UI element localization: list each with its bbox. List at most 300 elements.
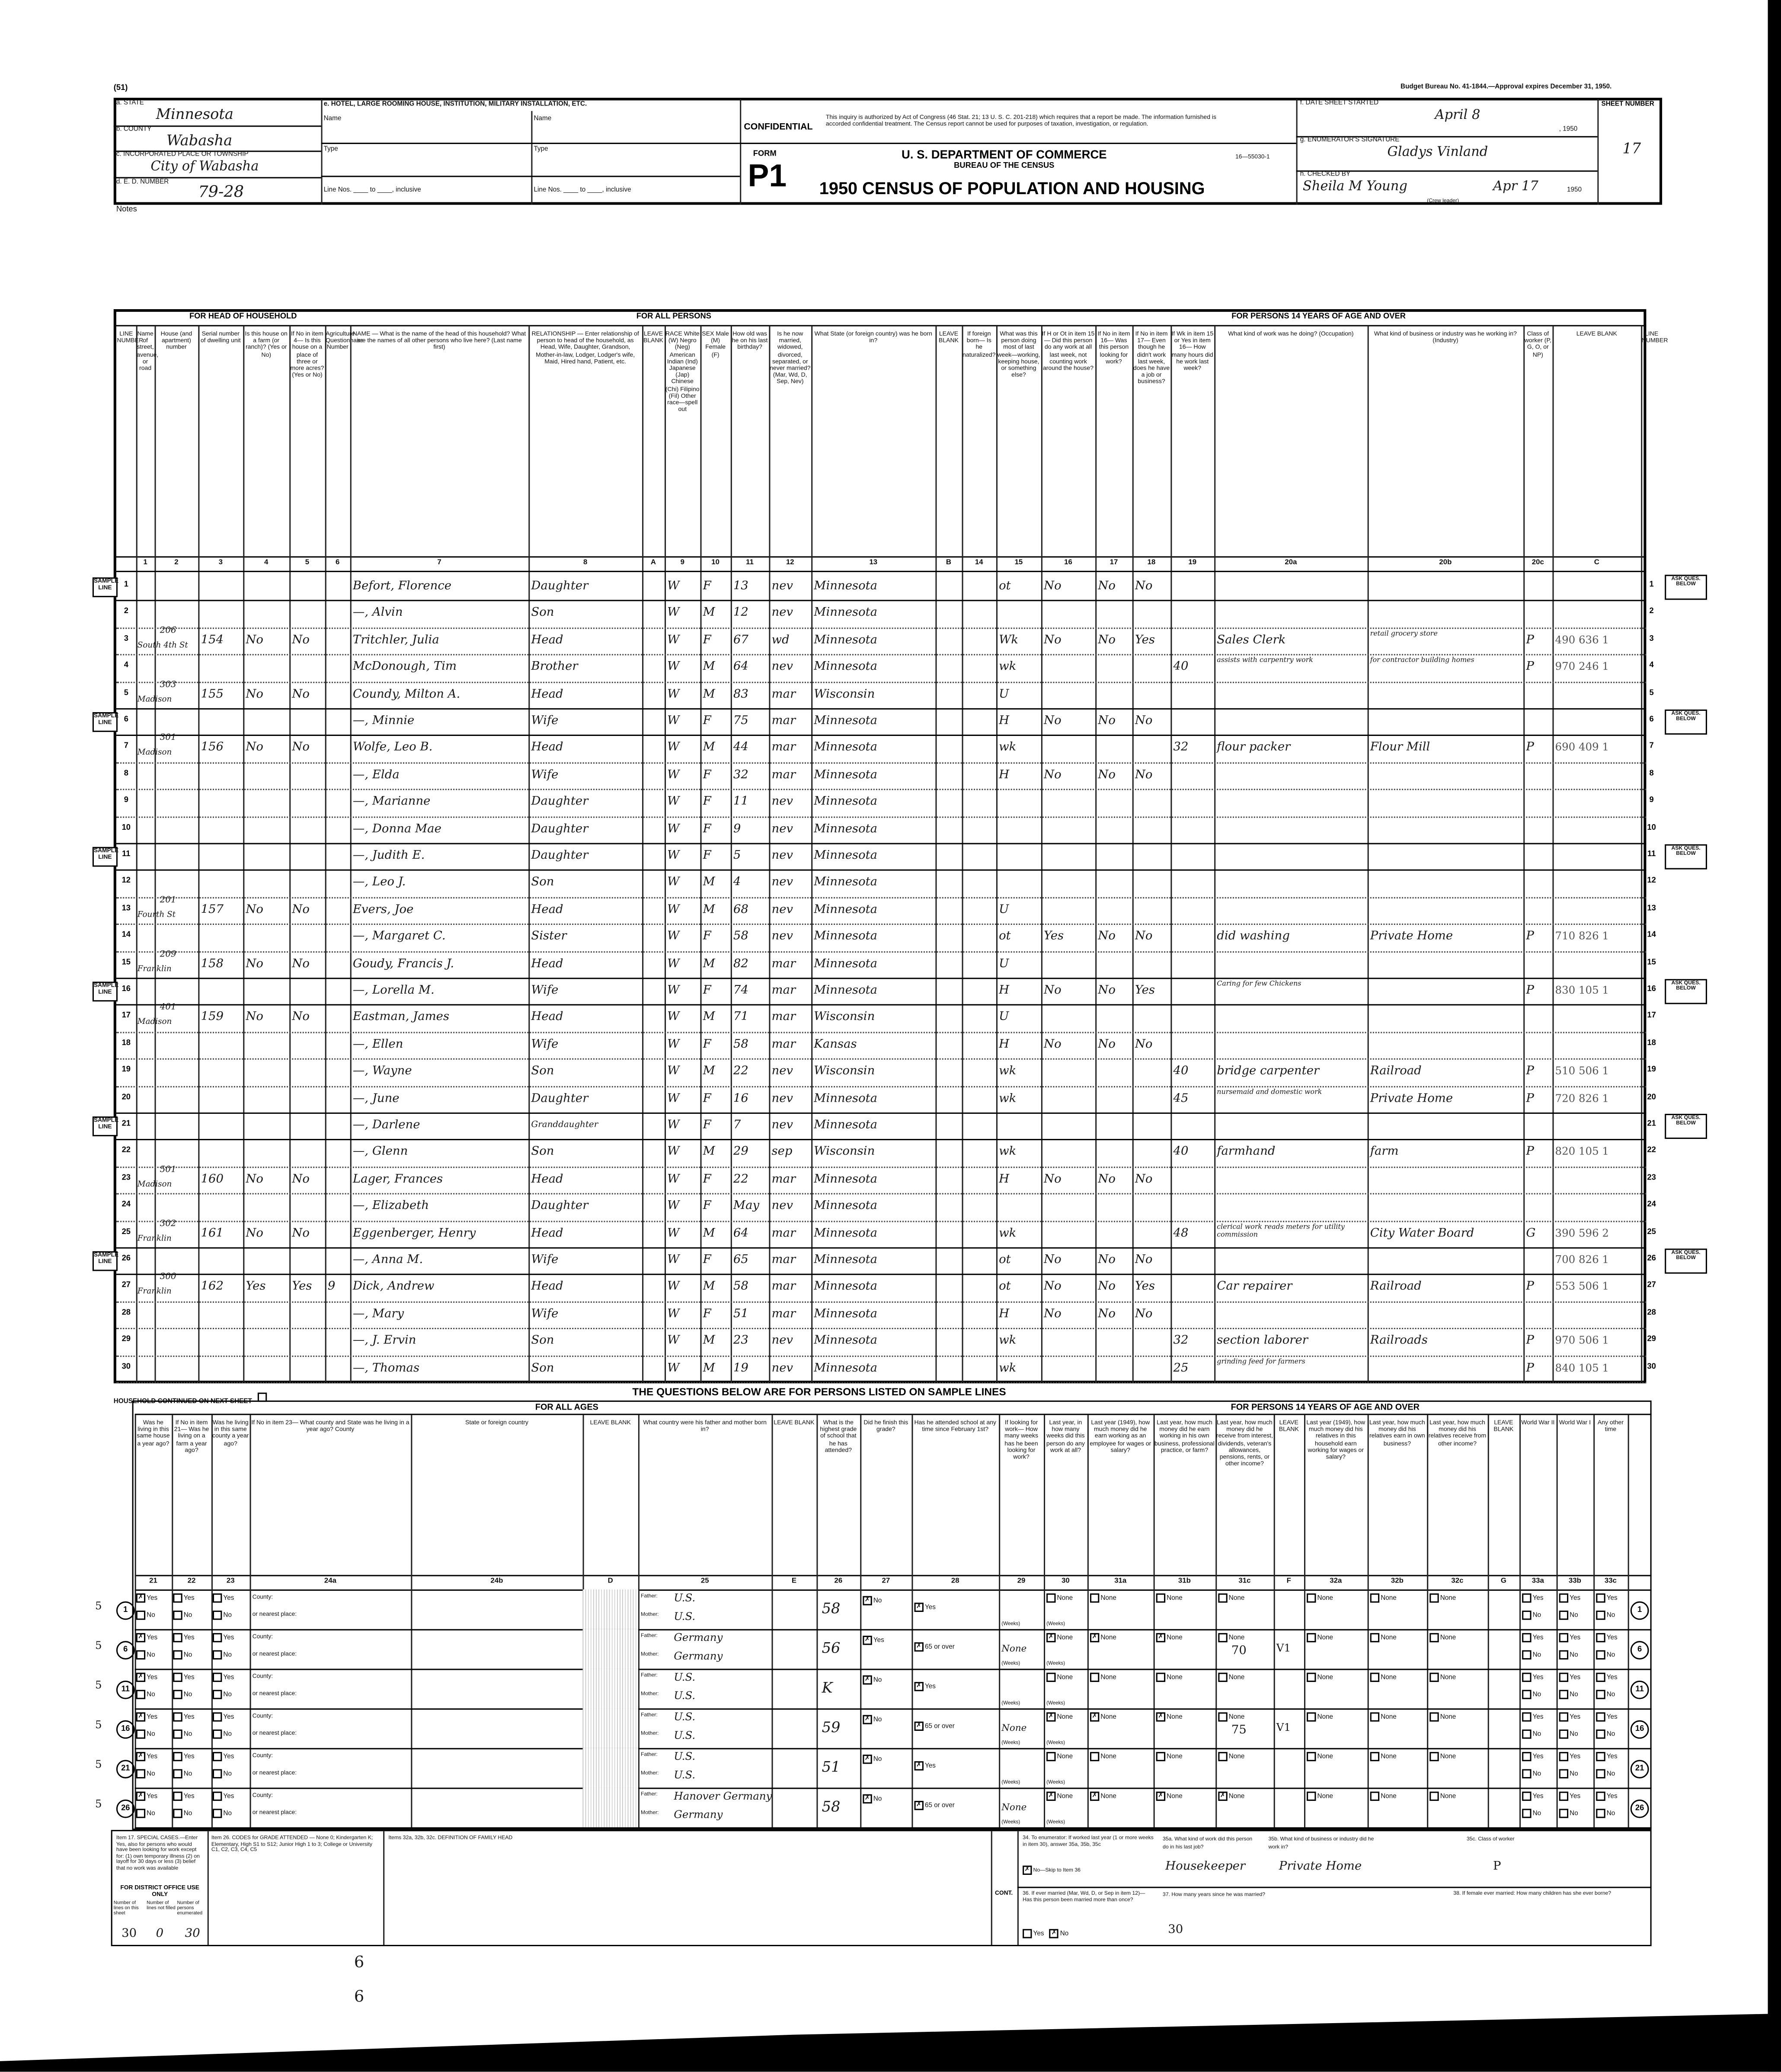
q21-yes[interactable] xyxy=(136,1593,157,1603)
q33-no-checkbox[interactable] xyxy=(1596,1769,1605,1778)
c31b-none-checkbox[interactable] xyxy=(1156,1593,1165,1602)
q32-none[interactable] xyxy=(1429,1792,1456,1802)
line-number: 13 xyxy=(122,905,131,913)
q32-none[interactable] xyxy=(1307,1673,1333,1683)
q33-no[interactable] xyxy=(1522,1730,1541,1739)
table-row xyxy=(116,1086,1656,1113)
q33-yes-checkbox[interactable] xyxy=(1559,1792,1568,1801)
q22-yes[interactable] xyxy=(173,1593,194,1603)
q21-no-checkbox[interactable] xyxy=(136,1769,145,1778)
q22-no[interactable] xyxy=(173,1730,192,1739)
q22-yes[interactable] xyxy=(173,1673,194,1683)
q33-yes[interactable] xyxy=(1559,1593,1580,1603)
c31b-none[interactable] xyxy=(1156,1673,1183,1683)
q28-checkbox[interactable]: ✗ xyxy=(914,1642,924,1651)
cell-race: W xyxy=(667,903,680,917)
cell-sex: M xyxy=(703,742,715,755)
q33-yes[interactable] xyxy=(1559,1752,1580,1762)
q33-no[interactable] xyxy=(1522,1809,1541,1819)
q32-none[interactable] xyxy=(1307,1593,1333,1603)
q33-yes-checkbox[interactable] xyxy=(1596,1633,1605,1642)
q22-no[interactable] xyxy=(173,1690,192,1700)
q28-answer[interactable] xyxy=(914,1642,955,1652)
q23-yes[interactable] xyxy=(213,1712,234,1722)
q33-yes[interactable] xyxy=(1522,1752,1543,1762)
q28-checkbox[interactable]: ✗ xyxy=(914,1722,924,1731)
q23-no-checkbox[interactable] xyxy=(213,1809,222,1818)
q23-yes-checkbox[interactable] xyxy=(213,1712,222,1721)
q22-yes-checkbox[interactable] xyxy=(173,1633,182,1642)
q33-no-checkbox[interactable] xyxy=(1596,1730,1605,1739)
q28-checkbox[interactable]: ✗ xyxy=(914,1761,924,1770)
c31c-none-checkbox[interactable] xyxy=(1218,1752,1227,1761)
c31c-none[interactable] xyxy=(1218,1593,1244,1603)
q21-no[interactable] xyxy=(136,1650,155,1660)
q21-yes-checkbox[interactable]: ✗ xyxy=(136,1792,145,1801)
q22-no-label: No xyxy=(183,1612,192,1620)
table-row xyxy=(116,843,1656,870)
q33-yes[interactable] xyxy=(1559,1633,1580,1643)
c31c-none[interactable] xyxy=(1218,1752,1244,1762)
q33-no[interactable] xyxy=(1559,1730,1578,1739)
q23-yes-checkbox[interactable] xyxy=(213,1792,222,1801)
q23-yes-checkbox[interactable] xyxy=(213,1633,222,1642)
q32-none[interactable] xyxy=(1307,1712,1333,1722)
q23-no-checkbox[interactable] xyxy=(213,1730,222,1739)
q21-no-checkbox[interactable] xyxy=(136,1611,145,1620)
q32-none[interactable] xyxy=(1307,1792,1333,1802)
q27-answer[interactable] xyxy=(863,1676,882,1685)
q36-answer[interactable] xyxy=(1023,1929,1068,1939)
q33-no[interactable] xyxy=(1596,1690,1615,1700)
q22-yes-checkbox[interactable] xyxy=(173,1752,182,1761)
c30-none-checkbox[interactable] xyxy=(1046,1593,1055,1602)
c31a-none-checkbox[interactable] xyxy=(1090,1673,1099,1682)
q23-no[interactable] xyxy=(213,1730,232,1739)
q33-yes-checkbox[interactable] xyxy=(1559,1673,1568,1682)
q21-no[interactable] xyxy=(136,1809,155,1819)
c31c-none[interactable] xyxy=(1218,1633,1244,1643)
q21-yes-checkbox[interactable]: ✗ xyxy=(136,1593,145,1602)
q33-no-label: No xyxy=(1570,1770,1578,1778)
q27-checkbox[interactable]: ✗ xyxy=(863,1755,872,1764)
q22-yes-checkbox[interactable] xyxy=(173,1792,182,1801)
c31b-none[interactable] xyxy=(1156,1593,1183,1603)
q33-no-checkbox[interactable] xyxy=(1596,1650,1605,1660)
c31a-none[interactable] xyxy=(1090,1752,1116,1762)
q33-no[interactable] xyxy=(1522,1769,1541,1779)
q23-yes[interactable] xyxy=(213,1752,234,1762)
q27-answer[interactable] xyxy=(863,1636,884,1646)
c31b-none[interactable] xyxy=(1156,1712,1183,1722)
q32-none[interactable] xyxy=(1370,1673,1397,1683)
q33-no-checkbox[interactable] xyxy=(1559,1769,1568,1778)
q22-no-checkbox[interactable] xyxy=(173,1650,182,1660)
q27-checkbox[interactable]: ✗ xyxy=(863,1676,872,1685)
q32-none[interactable] xyxy=(1307,1752,1333,1762)
q32-none[interactable] xyxy=(1370,1792,1397,1802)
q22-yes[interactable] xyxy=(173,1752,194,1762)
q32-none-checkbox[interactable] xyxy=(1370,1673,1379,1682)
q32-none[interactable] xyxy=(1370,1712,1397,1722)
county-label: County: xyxy=(252,1633,273,1640)
q23-yes[interactable] xyxy=(213,1792,234,1802)
q36-yes-checkbox[interactable] xyxy=(1023,1929,1032,1938)
q33-yes[interactable] xyxy=(1596,1792,1617,1802)
q21-yes[interactable] xyxy=(136,1633,157,1643)
q22-no-checkbox[interactable] xyxy=(173,1769,182,1778)
c31a-none-checkbox[interactable] xyxy=(1090,1752,1099,1761)
q33-yes-checkbox[interactable] xyxy=(1559,1633,1568,1642)
c31b-none-label: None xyxy=(1167,1594,1183,1603)
c31b-none-checkbox[interactable] xyxy=(1156,1752,1165,1761)
q33-no-checkbox[interactable] xyxy=(1559,1730,1568,1739)
q23-yes-checkbox[interactable] xyxy=(213,1673,222,1682)
c31a-none-checkbox[interactable]: ✗ xyxy=(1090,1712,1099,1721)
q33-no-checkbox[interactable] xyxy=(1522,1611,1531,1620)
q32-none[interactable] xyxy=(1370,1752,1397,1762)
q22-yes-checkbox[interactable] xyxy=(173,1673,182,1682)
q32-none-checkbox[interactable] xyxy=(1307,1673,1316,1682)
q32-none-checkbox[interactable] xyxy=(1307,1633,1316,1642)
cell-serial: 158 xyxy=(201,957,224,971)
q21-no-checkbox[interactable] xyxy=(136,1690,145,1699)
table-row xyxy=(116,762,1654,789)
c31c-none-checkbox[interactable] xyxy=(1218,1673,1227,1682)
q21-yes[interactable] xyxy=(136,1673,157,1683)
q27-checkbox[interactable]: ✗ xyxy=(863,1636,872,1645)
q22-no-checkbox[interactable] xyxy=(173,1730,182,1739)
q22-yes[interactable] xyxy=(173,1792,194,1802)
q32-none[interactable] xyxy=(1429,1712,1456,1722)
c31a-none[interactable] xyxy=(1090,1792,1116,1802)
q33-no[interactable] xyxy=(1596,1730,1615,1739)
c31a-none-checkbox[interactable]: ✗ xyxy=(1090,1633,1099,1642)
q32-none-checkbox[interactable] xyxy=(1429,1712,1439,1721)
q33-no-checkbox[interactable] xyxy=(1559,1611,1568,1620)
q21-yes[interactable] xyxy=(136,1712,157,1722)
q33-yes[interactable] xyxy=(1596,1673,1617,1683)
q22-no[interactable] xyxy=(173,1809,192,1819)
q21-no-checkbox[interactable] xyxy=(136,1730,145,1739)
q21-yes-checkbox[interactable]: ✗ xyxy=(136,1673,145,1682)
q28-answer[interactable] xyxy=(914,1722,955,1732)
q32-none-checkbox[interactable] xyxy=(1429,1593,1439,1602)
q33-yes-checkbox[interactable] xyxy=(1559,1752,1568,1761)
c30-none-checkbox[interactable] xyxy=(1046,1673,1055,1682)
q33-yes[interactable] xyxy=(1559,1792,1580,1802)
q33-no-checkbox[interactable] xyxy=(1596,1690,1605,1699)
q33-no[interactable] xyxy=(1559,1769,1578,1779)
c30-none-checkbox[interactable]: ✗ xyxy=(1046,1792,1055,1801)
q23-no-checkbox[interactable] xyxy=(213,1650,222,1660)
q23-no-checkbox[interactable] xyxy=(213,1611,222,1620)
q33-yes[interactable] xyxy=(1596,1633,1617,1643)
q33-yes[interactable] xyxy=(1559,1712,1580,1722)
q22-no-checkbox[interactable] xyxy=(173,1809,182,1818)
q22-yes[interactable] xyxy=(173,1633,194,1643)
q33-yes[interactable] xyxy=(1522,1593,1543,1603)
c31a-none-checkbox[interactable]: ✗ xyxy=(1090,1792,1099,1801)
c30-none[interactable] xyxy=(1046,1593,1073,1603)
table-row xyxy=(116,870,1656,897)
cell-age: 29 xyxy=(733,1146,748,1160)
line-number-right: 11 xyxy=(1647,851,1656,859)
q22-yes-checkbox[interactable] xyxy=(173,1593,182,1602)
weeks-label-30: (Weeks) xyxy=(1046,1621,1065,1627)
q23-no-checkbox[interactable] xyxy=(213,1690,222,1699)
q33-no[interactable] xyxy=(1596,1809,1615,1819)
cell-name: —, Lorella M. xyxy=(352,984,435,998)
q21-yes-checkbox[interactable]: ✗ xyxy=(136,1752,145,1761)
q33-no-checkbox[interactable] xyxy=(1522,1809,1531,1818)
q21-yes-label: Yes xyxy=(147,1713,158,1722)
c30-none-checkbox[interactable] xyxy=(1046,1752,1055,1761)
q33-yes-checkbox[interactable] xyxy=(1596,1673,1605,1682)
form-title: 1950 CENSUS OF POPULATION AND HOUSING xyxy=(819,178,1205,198)
sample-column-number: 30 xyxy=(1062,1577,1070,1586)
q22-yes-checkbox[interactable] xyxy=(173,1712,182,1721)
q32-none[interactable] xyxy=(1370,1593,1397,1603)
c31c-none[interactable] xyxy=(1218,1673,1244,1683)
q33-yes-checkbox[interactable] xyxy=(1559,1712,1568,1721)
q32-none-checkbox[interactable] xyxy=(1429,1673,1439,1682)
cell-birthplace: Minnesota xyxy=(814,1092,878,1106)
q33-yes[interactable] xyxy=(1596,1712,1617,1722)
q33-yes-checkbox[interactable] xyxy=(1559,1593,1568,1602)
q32-none-checkbox[interactable] xyxy=(1429,1752,1439,1761)
c30-none-label: None xyxy=(1057,1793,1073,1801)
cell-acres: No xyxy=(292,1227,310,1241)
ed-label: d. E. D. NUMBER xyxy=(116,178,169,186)
q22-yes[interactable] xyxy=(173,1712,194,1722)
q23-no[interactable] xyxy=(213,1690,232,1700)
cell-race: W xyxy=(667,1065,680,1079)
q33-yes-checkbox[interactable] xyxy=(1522,1752,1531,1761)
cell-c17: No xyxy=(1098,930,1116,944)
q33-no[interactable] xyxy=(1522,1690,1541,1700)
c30-none[interactable] xyxy=(1046,1712,1073,1722)
q21-no[interactable] xyxy=(136,1769,155,1779)
cell-birthplace: Minnesota xyxy=(814,822,878,836)
c30-none[interactable] xyxy=(1046,1633,1073,1643)
q27-checkbox[interactable]: ✗ xyxy=(863,1715,872,1724)
q33-yes[interactable] xyxy=(1522,1673,1543,1683)
family-head-note: Items 32a, 32b, 32c. DEFINITION OF FAMILY HEAD xyxy=(388,1834,513,1841)
c30-none[interactable] xyxy=(1046,1752,1073,1762)
q32-none-checkbox[interactable] xyxy=(1307,1752,1316,1761)
q27-answer[interactable] xyxy=(863,1596,882,1606)
q28-answer[interactable] xyxy=(914,1603,936,1613)
c31b-none-checkbox[interactable]: ✗ xyxy=(1156,1633,1165,1642)
c30-none-checkbox[interactable]: ✗ xyxy=(1046,1712,1055,1721)
q22-yes-label: Yes xyxy=(183,1634,195,1642)
q33-no[interactable] xyxy=(1596,1769,1615,1779)
q33-no-checkbox[interactable] xyxy=(1596,1809,1605,1818)
cell-birthplace: Kansas xyxy=(814,1038,857,1052)
cell-marital: mar xyxy=(771,1253,796,1267)
q27-answer[interactable] xyxy=(863,1755,882,1765)
q32-none-checkbox[interactable] xyxy=(1370,1633,1379,1642)
q22-no-checkbox[interactable] xyxy=(173,1611,182,1620)
q33-yes-checkbox[interactable] xyxy=(1596,1752,1605,1761)
q22-no[interactable] xyxy=(173,1769,192,1779)
line-number-right: 1 xyxy=(1649,581,1654,589)
c31a-none[interactable] xyxy=(1090,1633,1116,1643)
q33-yes-checkbox[interactable] xyxy=(1596,1712,1605,1721)
q21-yes-label: Yes xyxy=(147,1634,158,1642)
c31c-none[interactable] xyxy=(1218,1712,1244,1722)
q23-yes[interactable] xyxy=(213,1673,234,1683)
c31b-none-checkbox[interactable]: ✗ xyxy=(1156,1712,1165,1721)
q33-yes-checkbox[interactable] xyxy=(1522,1633,1531,1642)
q32-none-checkbox[interactable] xyxy=(1370,1593,1379,1602)
q32-none-checkbox[interactable] xyxy=(1307,1712,1316,1721)
c31c-none-checkbox[interactable] xyxy=(1218,1712,1227,1721)
c31b-none[interactable] xyxy=(1156,1792,1183,1802)
q21-no[interactable] xyxy=(136,1611,155,1621)
q23-no-checkbox[interactable] xyxy=(213,1769,222,1778)
c31b-none[interactable] xyxy=(1156,1752,1183,1762)
father-label: Father: xyxy=(641,1711,658,1718)
cell-relationship: Granddaughter xyxy=(531,1119,598,1130)
c31b-none[interactable] xyxy=(1156,1633,1183,1643)
c31b-none-checkbox[interactable]: ✗ xyxy=(1156,1792,1165,1801)
c31c-none-checkbox[interactable]: ✗ xyxy=(1218,1792,1227,1801)
cell-marital: nev xyxy=(771,1362,793,1375)
q33-no[interactable] xyxy=(1559,1809,1578,1819)
q33-yes-checkbox[interactable] xyxy=(1522,1712,1531,1721)
q23-yes-checkbox[interactable] xyxy=(213,1752,222,1761)
q21-no-checkbox[interactable] xyxy=(136,1650,145,1660)
c31a-none[interactable] xyxy=(1090,1673,1116,1683)
q32-none-checkbox[interactable] xyxy=(1429,1792,1439,1801)
q33-no[interactable] xyxy=(1596,1611,1615,1621)
q33-no[interactable] xyxy=(1559,1690,1578,1700)
c30-none-checkbox[interactable]: ✗ xyxy=(1046,1633,1055,1642)
q33-no-checkbox[interactable] xyxy=(1522,1690,1531,1699)
q21-yes-checkbox[interactable]: ✗ xyxy=(136,1712,145,1721)
q28-answer[interactable] xyxy=(914,1761,936,1771)
cont-label: CONT. xyxy=(994,1889,1013,1896)
q33-no-checkbox[interactable] xyxy=(1522,1650,1531,1660)
q32-none-checkbox[interactable] xyxy=(1307,1593,1316,1602)
q32-none-checkbox[interactable] xyxy=(1370,1792,1379,1801)
q33-no[interactable] xyxy=(1596,1650,1615,1660)
q28-checkbox[interactable]: ✗ xyxy=(914,1801,924,1810)
q22-no[interactable] xyxy=(173,1650,192,1660)
q27-answer[interactable] xyxy=(863,1715,882,1725)
q34-no-checkbox[interactable]: ✗ xyxy=(1023,1866,1032,1875)
q32-none[interactable] xyxy=(1429,1673,1456,1683)
q33-yes[interactable] xyxy=(1522,1712,1543,1722)
q33-no-checkbox[interactable] xyxy=(1596,1611,1605,1620)
q33-no-checkbox[interactable] xyxy=(1522,1769,1531,1778)
q33-yes[interactable] xyxy=(1522,1792,1543,1802)
q32-none-checkbox[interactable] xyxy=(1429,1633,1439,1642)
q32-none-checkbox[interactable] xyxy=(1307,1792,1316,1801)
q33-no[interactable] xyxy=(1559,1611,1578,1621)
q32-none[interactable] xyxy=(1370,1633,1397,1643)
q33-yes-checkbox[interactable] xyxy=(1596,1792,1605,1801)
q33-yes[interactable] xyxy=(1596,1752,1617,1762)
q33-no-checkbox[interactable] xyxy=(1559,1650,1568,1660)
q33-yes[interactable] xyxy=(1559,1673,1580,1683)
q23-no[interactable] xyxy=(213,1769,232,1779)
q32-none-checkbox[interactable] xyxy=(1370,1752,1379,1761)
q33-no-checkbox[interactable] xyxy=(1559,1809,1568,1818)
q33-no-label: No xyxy=(1570,1651,1578,1660)
q28-answer[interactable] xyxy=(914,1682,936,1692)
q23-yes[interactable] xyxy=(213,1593,234,1603)
q32-none-checkbox[interactable] xyxy=(1370,1712,1379,1721)
q33-no-checkbox[interactable] xyxy=(1559,1690,1568,1699)
c31a-none[interactable] xyxy=(1090,1593,1116,1603)
q22-no-checkbox[interactable] xyxy=(173,1690,182,1699)
cell-serial: 155 xyxy=(201,687,224,701)
q28-checkbox[interactable]: ✗ xyxy=(914,1603,924,1612)
c31b-none-checkbox[interactable] xyxy=(1156,1673,1165,1682)
ask-questions-below-marker: ASK QUES. BELOW xyxy=(1665,1114,1707,1139)
cell-c15: H xyxy=(999,984,1010,998)
q28-answer[interactable] xyxy=(914,1801,955,1811)
q33-yes-checkbox[interactable] xyxy=(1522,1673,1531,1682)
c31c-none-checkbox[interactable] xyxy=(1218,1593,1227,1602)
q21-yes[interactable] xyxy=(136,1792,157,1802)
q32-none[interactable] xyxy=(1429,1593,1456,1603)
q27-checkbox[interactable]: ✗ xyxy=(863,1794,872,1803)
hotel-label: e. HOTEL, LARGE ROOMING HOUSE, INSTITUTION, MILITARY INSTALLATION, ETC. xyxy=(323,100,587,109)
q33-no-checkbox[interactable] xyxy=(1522,1730,1531,1739)
q23-no[interactable] xyxy=(213,1809,232,1819)
q23-no[interactable] xyxy=(213,1611,232,1621)
q33-no[interactable] xyxy=(1522,1611,1541,1621)
q21-no[interactable] xyxy=(136,1690,155,1700)
q34-no[interactable] xyxy=(1023,1866,1081,1875)
c30-none[interactable] xyxy=(1046,1673,1073,1683)
q36-no-checkbox[interactable]: ✗ xyxy=(1049,1929,1058,1938)
q33-yes[interactable] xyxy=(1596,1593,1617,1603)
q27-answer[interactable] xyxy=(863,1794,882,1804)
q33-yes-checkbox[interactable] xyxy=(1522,1792,1531,1801)
q23-no[interactable] xyxy=(213,1650,232,1660)
q33-yes-checkbox[interactable] xyxy=(1596,1593,1605,1602)
q33-no[interactable] xyxy=(1559,1650,1578,1660)
q33-no[interactable] xyxy=(1522,1650,1541,1660)
q27-checkbox[interactable]: ✗ xyxy=(863,1596,872,1605)
q23-yes-checkbox[interactable] xyxy=(213,1593,222,1602)
q33-yes-checkbox[interactable] xyxy=(1522,1593,1531,1602)
q32-none[interactable] xyxy=(1307,1633,1333,1643)
q22-no[interactable] xyxy=(173,1611,192,1621)
table-row xyxy=(116,789,1654,816)
q23-yes[interactable] xyxy=(213,1633,234,1643)
q21-yes-checkbox[interactable]: ✗ xyxy=(136,1633,145,1642)
c31a-none-checkbox[interactable] xyxy=(1090,1593,1099,1602)
q21-no[interactable] xyxy=(136,1730,155,1739)
c31c-none[interactable] xyxy=(1218,1792,1244,1802)
q21-no-checkbox[interactable] xyxy=(136,1809,145,1818)
c31c-none-checkbox[interactable] xyxy=(1218,1633,1227,1642)
c31a-none[interactable] xyxy=(1090,1712,1116,1722)
q32-none[interactable] xyxy=(1429,1752,1456,1762)
q32-none[interactable] xyxy=(1429,1633,1456,1643)
q21-yes[interactable] xyxy=(136,1752,157,1762)
q28-checkbox[interactable]: ✗ xyxy=(914,1682,924,1691)
q33-yes[interactable] xyxy=(1522,1633,1543,1643)
sample-line-number-right: 21 xyxy=(1631,1760,1649,1778)
c30-none[interactable] xyxy=(1046,1792,1073,1802)
